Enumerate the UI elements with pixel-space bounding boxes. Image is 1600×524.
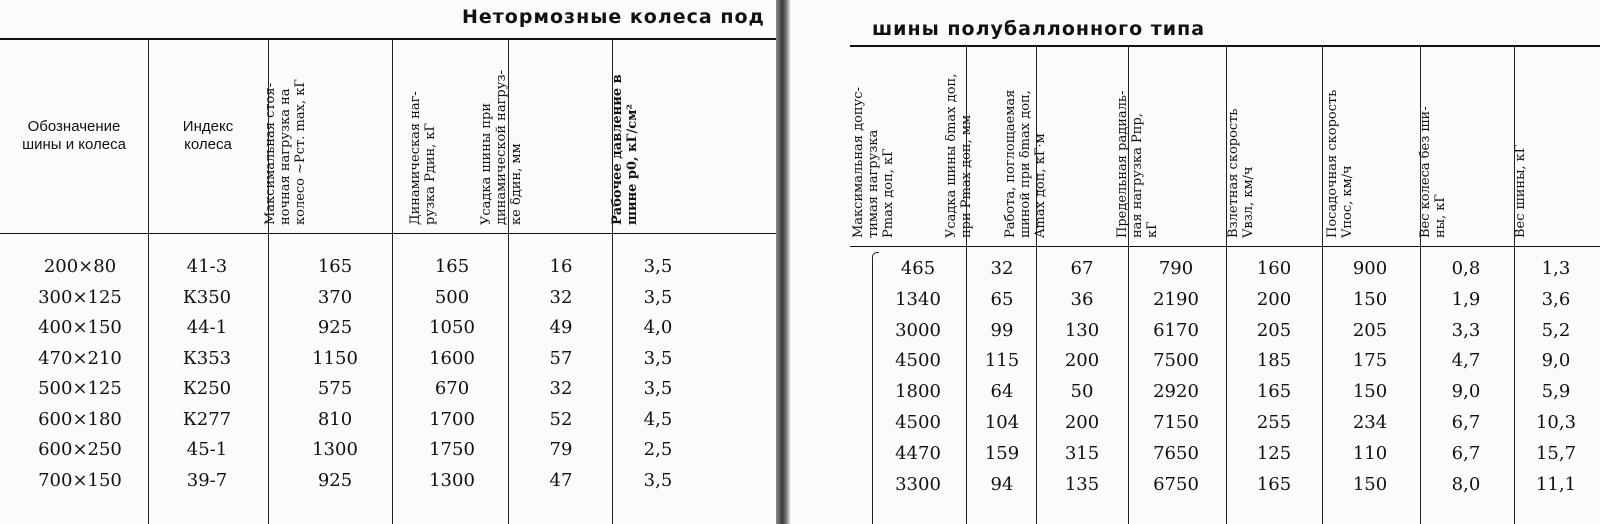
- working-pressure-cell: 2,5: [643, 439, 673, 460]
- left-table-title: Нетормозные колеса под: [462, 6, 765, 28]
- landing-speed-cell: 150: [1352, 381, 1388, 403]
- absorbed-work-cell: 135: [1064, 473, 1100, 495]
- dynamic-deflection-cell: 79: [549, 439, 573, 460]
- max-deflection-cell: 65: [990, 288, 1014, 310]
- takeoff-speed-cell: 205: [1256, 319, 1292, 341]
- wheel-index-cell: 39-7: [186, 469, 228, 491]
- landing-speed-cell: 205: [1352, 319, 1388, 341]
- right-header-top-rule: [850, 45, 1600, 47]
- max-static-load-cell: 1300: [312, 439, 358, 460]
- max-allowable-load-cell: 4500: [895, 412, 941, 433]
- tire-weight-cell: 15,7: [1535, 442, 1577, 464]
- designation-cell: 200×80: [43, 256, 117, 277]
- dynamic-load-cell: 670: [434, 378, 470, 399]
- designation-cell: 600×250: [38, 439, 122, 460]
- takeoff-speed-cell: 165: [1256, 473, 1292, 495]
- wheel-index-cell: 41-3: [186, 256, 228, 277]
- limit-radial-load-cell: 6170: [1153, 319, 1199, 341]
- takeoff-speed-cell: 185: [1256, 350, 1292, 372]
- wheel-index-cell: К250: [182, 378, 232, 399]
- left-header-bottom-rule: [0, 233, 776, 234]
- working-pressure-cell: 3,5: [643, 469, 673, 491]
- max-allowable-load-cell: 3300: [895, 473, 941, 495]
- limit-radial-load-cell: 2190: [1153, 288, 1199, 310]
- dynamic-deflection-cell: 57: [549, 347, 573, 369]
- wheel-weight-cell: 4,7: [1451, 350, 1481, 372]
- working-pressure-cell: 3,5: [643, 378, 673, 399]
- max-deflection-cell: 115: [984, 350, 1020, 372]
- max-allowable-load-cell: 3000: [895, 319, 941, 341]
- designation-cell: 500×125: [38, 378, 122, 399]
- tire-weight-cell: 10,3: [1535, 412, 1577, 433]
- dynamic-deflection-cell: 47: [549, 469, 573, 491]
- designation-cell: 400×150: [38, 317, 122, 338]
- limit-radial-load-cell: 6750: [1153, 473, 1199, 495]
- max-static-load-cell: 810: [317, 408, 353, 430]
- max-deflection-cell: 99: [990, 319, 1014, 341]
- takeoff-speed-cell: 255: [1256, 412, 1292, 433]
- tire-weight-cell: 5,9: [1541, 381, 1571, 403]
- dynamic-deflection-cell: 49: [549, 317, 573, 338]
- max-allowable-load-cell: 465: [900, 258, 936, 279]
- takeoff-speed-cell: 200: [1256, 288, 1292, 310]
- max-allowable-load-cell: 4470: [895, 442, 941, 464]
- designation-cell: 700×150: [38, 469, 122, 491]
- max-allowable-load-cell: 1800: [895, 381, 941, 403]
- limit-radial-load-cell: 7150: [1153, 412, 1199, 433]
- max-static-load-cell: 575: [317, 378, 353, 399]
- absorbed-work-cell: 36: [1070, 288, 1094, 310]
- dynamic-deflection-cell: 16: [549, 256, 573, 277]
- absorbed-work-cell: 50: [1070, 381, 1094, 403]
- limit-radial-load-cell: 2920: [1153, 381, 1199, 403]
- right-page: шины полубаллонного типа Максимальная допус- тимая нагрузка Pmax доп, кГ Усадка шины δmax доп, при Pmax доп, мм Работа, поглощаемая шиной при δmax доп, Amax доп, кГ·м Предельная радиаль- ная нагрузка Pпр, кГ Взлетная скорость Vвзл, км/ч Посадочная скорость Vпос, км/ч Вес колеса без ши- ны, кГ Вес шины, кГ 465 32 67 790 160 900 0,8 1,3 1340 65 36 2190 200 150 1,9 3,6 3000 99 130 6170 205 205 3,3 5,2 4500 115 200 7500 185 175 4,7 9,0 1800 64 50 2920 165 150 9,0 5,9 4500 104 200 7150 255 234 6,7 10,3 4470 159 315 7650 125 110 6,7 15,7 3300 94 135 6750 165 150 8,0 11,1: [790, 0, 1600, 524]
- max-static-load-cell: 1150: [312, 347, 358, 369]
- limit-radial-load-cell: 7650: [1153, 442, 1199, 464]
- absorbed-work-cell: 200: [1064, 412, 1100, 433]
- left-page: Нетормозные колеса под Обозначение шины и колеса Индекс колеса Максимальная стоя- ночная нагрузка на колесо ~Pст. max, кГ Динамическая наг- рузка Pдин, кГ Усадка шины при динамической нагруз- ке δдин, мм Рабочее давление в шине p0, кГ/см² 200×80 41-3 165 165 16 3,5 300×125 К350 370 500 32 3,5 400×150 44-1 925 1050 49 4,0 470×210 К353 1150 1600 57 3,5 500×125 К250 575 670 32 3,5 600×180 К277 810 1700 52 4,5 600×250 45-1 1300 1750 79 2,5 700×150 39-7 925 1300 47 3,5: [0, 0, 776, 524]
- dynamic-deflection-cell: 52: [549, 408, 573, 430]
- dynamic-load-cell: 500: [434, 286, 470, 308]
- landing-speed-cell: 175: [1352, 350, 1388, 372]
- wheel-index-cell: 44-1: [186, 317, 228, 338]
- limit-radial-load-cell: 790: [1158, 258, 1194, 279]
- absorbed-work-cell: 200: [1064, 350, 1100, 372]
- landing-speed-cell: 900: [1352, 258, 1388, 279]
- tire-weight-cell: 1,3: [1541, 258, 1571, 279]
- max-allowable-load-cell: 1340: [895, 288, 941, 310]
- wheel-weight-cell: 6,7: [1451, 412, 1481, 433]
- dynamic-load-cell: 1600: [429, 347, 475, 369]
- right-header-bottom-rule: [850, 246, 1600, 247]
- working-pressure-cell: 3,5: [643, 256, 673, 277]
- limit-radial-load-cell: 7500: [1153, 350, 1199, 372]
- tire-weight-cell: 3,6: [1541, 288, 1571, 310]
- landing-speed-cell: 150: [1352, 473, 1388, 495]
- wheel-index-cell: К350: [182, 286, 232, 308]
- wheel-weight-cell: 3,3: [1451, 319, 1481, 341]
- header-designation: Обозначение шины и колеса: [22, 118, 126, 153]
- working-pressure-cell: 4,0: [643, 317, 673, 338]
- takeoff-speed-cell: 160: [1256, 258, 1292, 279]
- tire-weight-cell: 9,0: [1541, 350, 1571, 372]
- wheel-weight-cell: 1,9: [1451, 288, 1481, 310]
- designation-cell: 600×180: [38, 408, 122, 430]
- takeoff-speed-cell: 125: [1256, 442, 1292, 464]
- wheel-weight-cell: 6,7: [1451, 442, 1481, 464]
- max-static-load-cell: 925: [317, 469, 353, 491]
- right-column-divider: [1322, 47, 1323, 524]
- takeoff-speed-cell: 165: [1256, 381, 1292, 403]
- wheel-index-cell: К277: [182, 408, 232, 430]
- wheel-index-cell: К353: [182, 347, 232, 369]
- max-deflection-cell: 94: [990, 473, 1014, 495]
- wheel-weight-cell: 8,0: [1451, 473, 1481, 495]
- right-table-title: шины полубаллонного типа: [872, 18, 1206, 40]
- landing-speed-cell: 110: [1352, 442, 1388, 464]
- max-deflection-cell: 64: [990, 381, 1014, 403]
- absorbed-work-cell: 67: [1070, 258, 1094, 279]
- landing-speed-cell: 234: [1352, 412, 1388, 433]
- header-wheel-index: Индекс колеса: [182, 118, 234, 153]
- tire-weight-cell: 11,1: [1535, 473, 1577, 495]
- working-pressure-cell: 3,5: [643, 286, 673, 308]
- working-pressure-cell: 4,5: [643, 408, 673, 430]
- dynamic-load-cell: 1300: [429, 469, 475, 491]
- dynamic-load-cell: 1750: [429, 439, 475, 460]
- dynamic-load-cell: 165: [434, 256, 470, 277]
- max-static-load-cell: 165: [317, 256, 353, 277]
- absorbed-work-cell: 130: [1064, 319, 1100, 341]
- dynamic-deflection-cell: 32: [549, 286, 573, 308]
- designation-cell: 300×125: [38, 286, 122, 308]
- designation-cell: 470×210: [38, 347, 122, 369]
- absorbed-work-cell: 315: [1064, 442, 1100, 464]
- max-static-load-cell: 370: [317, 286, 353, 308]
- max-deflection-cell: 104: [984, 412, 1020, 433]
- book-gutter: [776, 0, 790, 524]
- tire-weight-cell: 5,2: [1541, 319, 1571, 341]
- max-deflection-cell: 32: [990, 258, 1014, 279]
- left-header-top-rule: [0, 38, 776, 40]
- wheel-index-cell: 45-1: [186, 439, 228, 460]
- max-static-load-cell: 925: [317, 317, 353, 338]
- max-deflection-cell: 159: [984, 442, 1020, 464]
- dynamic-load-cell: 1050: [429, 317, 475, 338]
- dynamic-deflection-cell: 32: [549, 378, 573, 399]
- dynamic-load-cell: 1700: [429, 408, 475, 430]
- max-allowable-load-cell: 4500: [895, 350, 941, 372]
- wheel-weight-cell: 9,0: [1451, 381, 1481, 403]
- landing-speed-cell: 150: [1352, 288, 1388, 310]
- wheel-weight-cell: 0,8: [1451, 258, 1481, 279]
- working-pressure-cell: 3,5: [643, 347, 673, 369]
